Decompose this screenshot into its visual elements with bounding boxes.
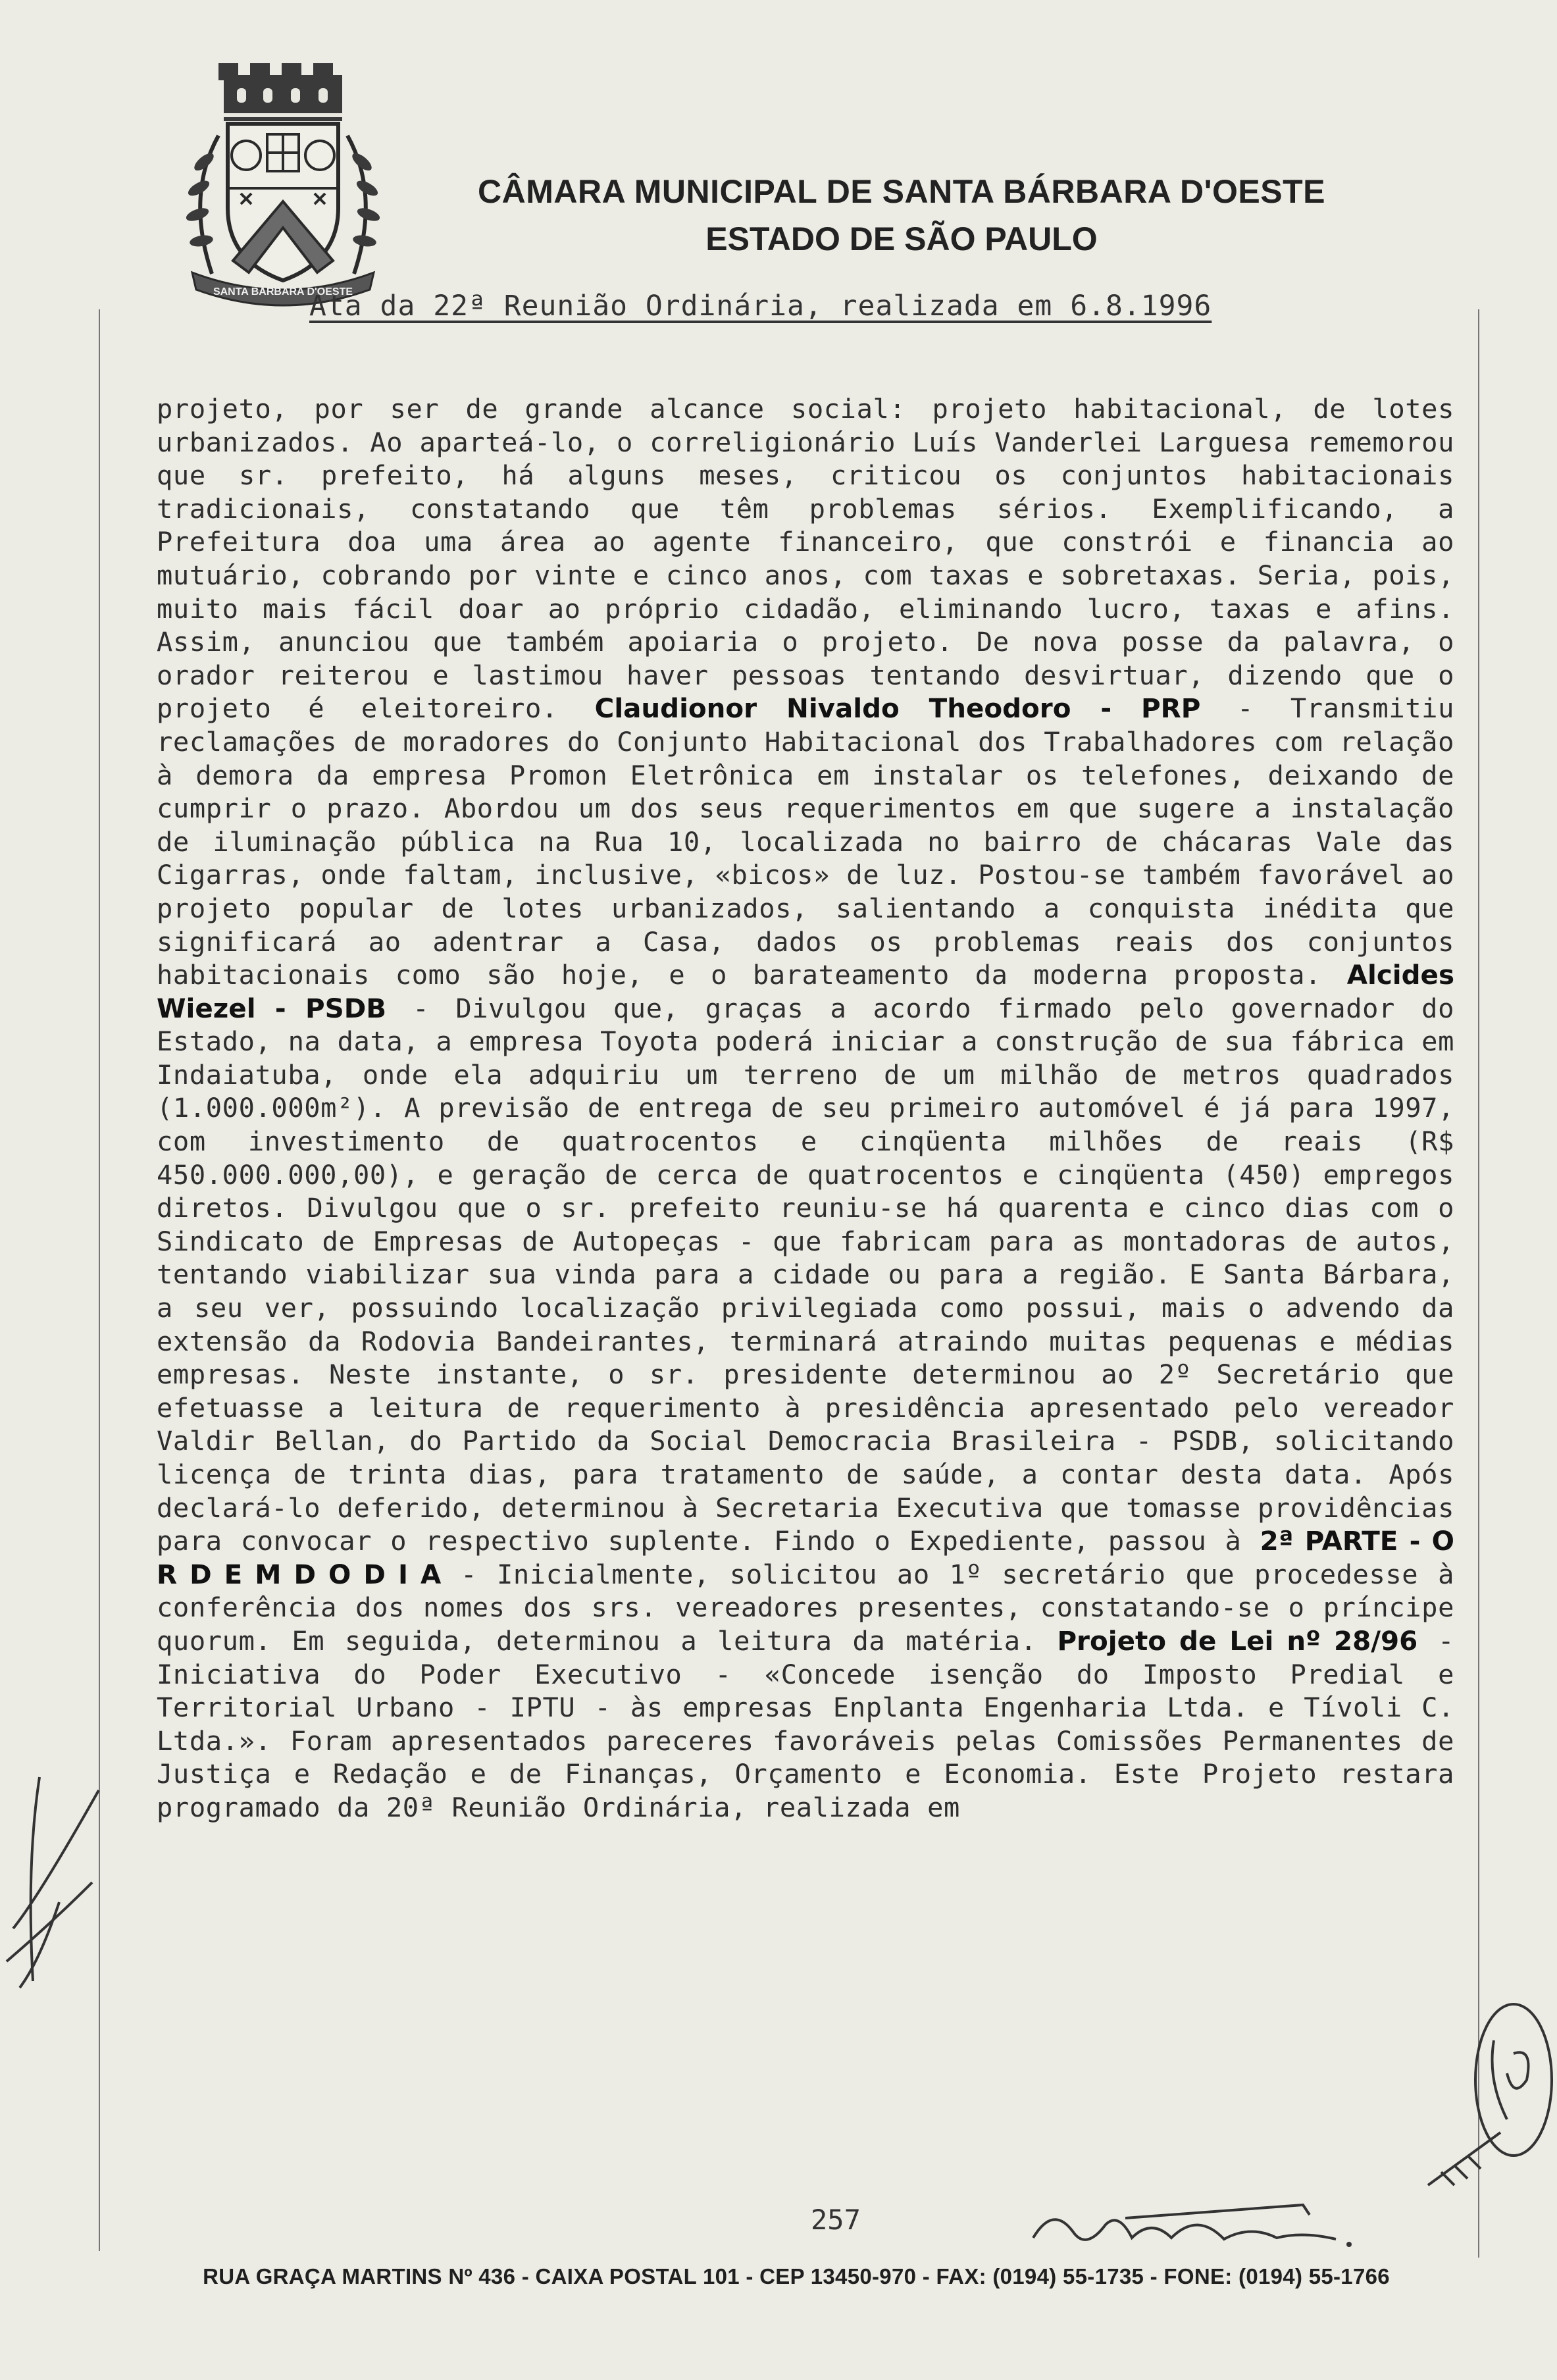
bill-reference: Projeto de Lei nº 28/96 — [1057, 1624, 1418, 1657]
speaker-name: Claudionor Nivaldo Theodoro - PRP — [594, 692, 1201, 725]
municipal-coat-of-arms-icon — [172, 63, 394, 307]
margin-signature-icon — [1415, 1975, 1557, 2192]
body-text-segment: - Iniciativa do Poder Executivo - «Concede isenção do Imposto Predial e Territorial Urbano - IPTU - às empresas Enplanta Engenharia Ltda. e Tívoli C. Ltda.». Foram apresentados pareceres favoráveis pelas Comissões Permanentes de Justiça e Redação e de Finanças, Orçamento e Economia. Este Projeto restara programado da 20ª Reunião Ordinária, realizada em — [157, 1624, 1454, 1823]
letterhead-footer: RUA GRAÇA MARTINS Nº 436 - CAIXA POSTAL 101 - CEP 13450-970 - FAX: (0194) 55-1735 - FONE: (0194) 55-1766 — [203, 2264, 1390, 2289]
body-text-segment: - Transmitiu reclamações de moradores do Conjunto Habitacional dos Trabalhadores com relação à demora da empresa Promon Eletrônica em instalar os telefones, deixando de cumprir o prazo. Abordou um dos seus requerimentos em que sugere a instalação de iluminação pública na Rua 10, localizada no bairro de chácaras Vale das Cigarras, onde faltam, inclusive, «bicos» de luz. Postou-se também favorável ao projeto popular de lotes urbanizados, salientando a conquista inédita que significará ao adentrar a Casa, dados os problemas reais dos conjuntos habitacionais como são hoje, e o barateamento da moderna proposta. — [157, 692, 1454, 991]
body-text-segment: - Inicialmente, solicitou ao 1º secretário que procedesse à conferência dos nomes dos srs. vereadores presentes, constatando-se o príncipe quorum. Em seguida, determinou a leitura da matéria. — [157, 1558, 1454, 1657]
institution-name: CÂMARA MUNICIPAL DE SANTA BÁRBARA D'OESTE — [478, 173, 1325, 210]
crest-ribbon-text: SANTA BARBARA D'OESTE — [213, 286, 353, 298]
body-text-segment: projeto, por ser de grande alcance social: projeto habitacional, de lotes urbanizados. Ao aparteá-lo, o correligionário Luís Vanderlei Larguesa rememorou que sr. prefeito, há alguns meses, criticou os conjuntos habitacionais tradicionais, constatando que têm problemas sérios. Exemplificando, a Prefeitura doa uma área ao agente financeiro, que constrói e financia ao mutuário, cobrando por vinte e cinco anos, com taxas e sobretaxas. Seria, pois, muito mais fácil doar ao próprio cidadão, eliminando lucro, taxas e afins. Assim, anunciou que também apoiaria o projeto. De nova posse da palavra, o orador reiterou e lastimou haver pessoas tentando desvirtuar, dizendo que o projeto é eleitoreiro. — [157, 393, 1454, 725]
margin-initials-icon — [0, 1764, 105, 2001]
section-heading: 2ª PARTE - O R D E M D O D I A — [157, 1525, 1454, 1590]
body-text-segment: - Divulgou que, graças a acordo firmado pelo governador do Estado, na data, a empresa Toyota poderá iniciar a construção de sua fábrica em Indaiatuba, onde ela adquiriu um terreno de um milhão de metros quadrados (1.000.000m²). A previsão de entrega de seu primeiro automóvel é já para 1997, com investimento de quatrocentos e cinqüenta milhões de reais (R$ 450.000.000,00), e geração de cerca de quatrocentos e cinqüenta (450) empregos diretos. Divulgou que o sr. prefeito reuniu-se há quarenta e cinco dias com o Sindicato de Empresas de Autopeças - que fabricam para as montadoras de autos, tentando viabilizar sua vinda para a cidade ou para a região. E Santa Bárbara, a seu ver, possuindo localização privilegiada como possui, mais o advendo da extensão da Rodovia Bandeirantes, terminará atraindo muitas pequenas e médias empresas. Neste instante, o sr. presidente determinou ao 2º Secretário que efetuasse a leitura de requerimento à presidência apresentado pelo vereador Valdir Bellan, do Partido da Social Democracia Brasileira - PSDB, solicitando licença de trinta dias, para tratamento de saúde, a contar desta data. Após declará-lo deferido, determinou à Secretaria Executiva que tomasse providências para convocar o respectivo suplente. Findo o Expediente, passou à — [157, 992, 1454, 1557]
right-margin-rule — [1478, 309, 1479, 2258]
signature-icon — [1027, 2192, 1369, 2264]
minutes-body — [157, 392, 1454, 1824]
page-number: 257 — [811, 2204, 861, 2236]
speaker-name: Alcides Wiezel - PSDB — [157, 959, 1454, 1024]
minutes-title: Ata da 22ª Reunião Ordinária, realizada em 6.8.1996 — [309, 290, 1212, 323]
state-name: ESTADO DE SÃO PAULO — [705, 220, 1098, 257]
